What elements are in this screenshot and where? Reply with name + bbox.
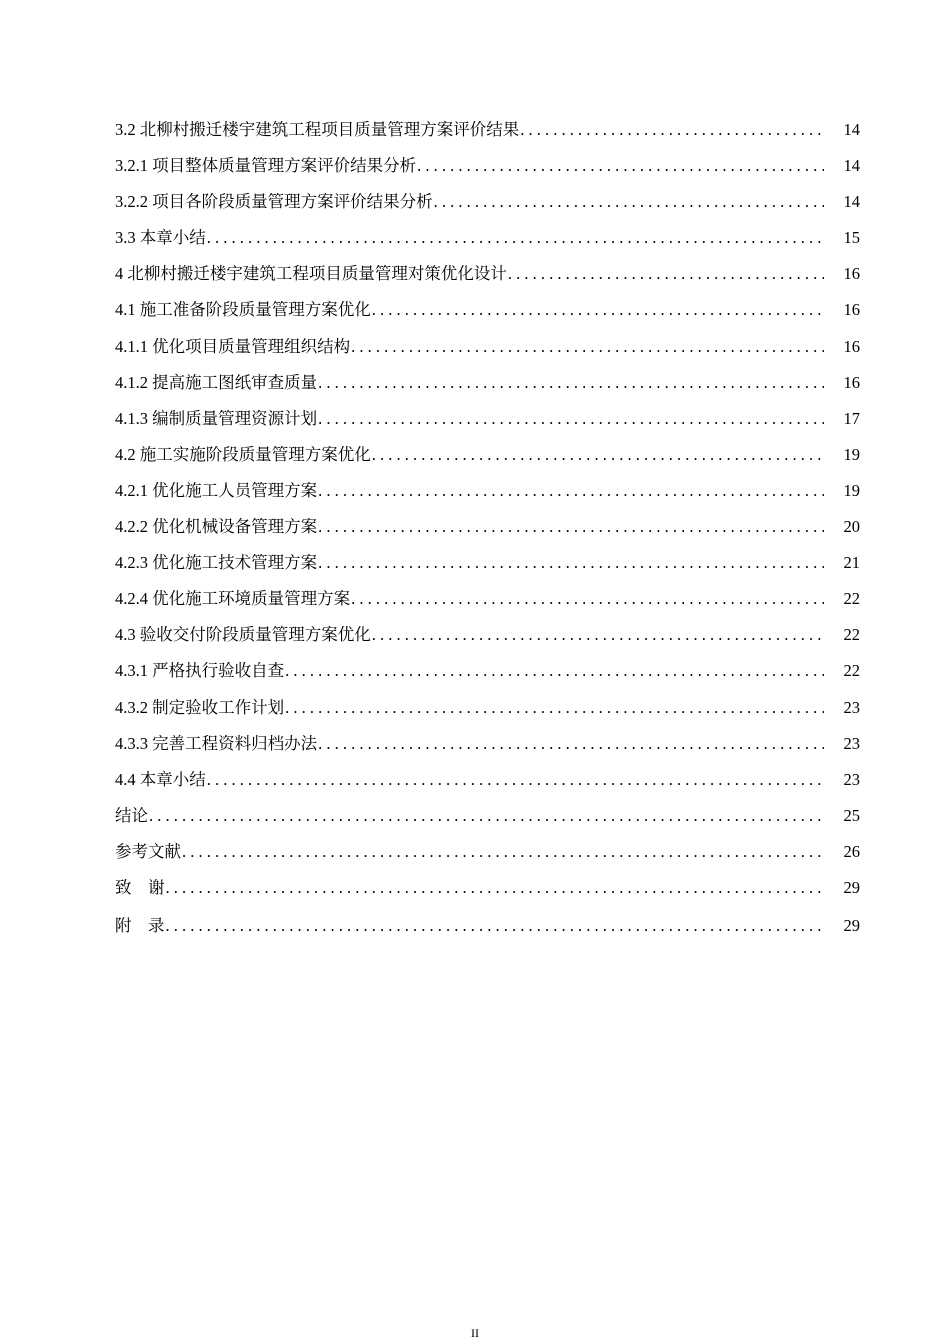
toc-leader-dots (417, 153, 824, 179)
toc-leader-dots (351, 586, 824, 612)
toc-leader-dots (166, 875, 825, 901)
toc-leader-dots (318, 514, 824, 540)
toc-entry-title: 4.2.4 优化施工环境质量管理方案 (115, 589, 351, 609)
toc-leader-dots (508, 261, 824, 287)
toc-entry[interactable] (115, 803, 860, 839)
toc-entry-page: 21 (843, 553, 860, 573)
toc-entry-page: 16 (843, 336, 860, 356)
toc-entry[interactable] (115, 478, 860, 514)
toc-entry-title: 3.3 本章小结 (115, 228, 206, 248)
toc-entry[interactable] (115, 406, 860, 442)
toc-entry-title: 4.3.2 制定验收工作计划 (115, 697, 285, 717)
toc-leader-dots (318, 550, 824, 576)
toc-entry-page: 26 (843, 841, 860, 861)
toc-entry[interactable] (115, 117, 860, 153)
toc-entry[interactable] (115, 442, 860, 478)
toc-entry[interactable] (115, 839, 860, 875)
toc-entry-page: 17 (843, 408, 860, 428)
toc-entry-title: 4.4 本章小结 (115, 769, 206, 789)
toc-entry-title: 3.2.1 项目整体质量管理方案评价结果分析 (115, 156, 417, 176)
toc-entry-page: 22 (843, 589, 860, 609)
toc-entry[interactable] (115, 913, 860, 949)
toc-entry-title: 4.3.1 严格执行验收自查 (115, 661, 285, 681)
toc-leader-dots (318, 731, 824, 757)
toc-entry-title: 4.1 施工准备阶段质量管理方案优化 (115, 300, 371, 320)
toc-leader-dots (318, 406, 824, 432)
toc-entry-title: 3.2.2 项目各阶段质量管理方案评价结果分析 (115, 192, 433, 212)
toc-entry[interactable] (115, 297, 860, 333)
toc-entry-title: 4.3.3 完善工程资料归档办法 (115, 733, 318, 753)
toc-entry[interactable] (115, 622, 860, 658)
toc-entry-page: 14 (843, 120, 860, 139)
toc-leader-dots (149, 803, 824, 829)
toc-entry[interactable] (115, 550, 860, 586)
toc-leader-dots (182, 839, 824, 865)
toc-entry-title: 4.3 验收交付阶段质量管理方案优化 (115, 625, 371, 645)
toc-entry[interactable] (115, 767, 860, 803)
toc-entry-page: 23 (843, 733, 860, 753)
toc-entry-page: 20 (843, 517, 860, 537)
toc-entry[interactable] (115, 514, 860, 550)
toc-entry-page: 29 (843, 877, 860, 897)
toc-entry-title: 附 录 (115, 916, 165, 936)
toc-entry-page: 25 (843, 805, 860, 825)
toc-leader-dots (351, 334, 824, 360)
toc-entry-title: 4.2.3 优化施工技术管理方案 (115, 553, 318, 573)
toc-entry-page: 23 (843, 697, 860, 717)
toc-entry-page: 23 (843, 769, 860, 789)
toc-entry-page: 22 (843, 661, 860, 681)
toc-leader-dots (372, 442, 824, 468)
toc-entry-title: 4.2.1 优化施工人员管理方案 (115, 480, 318, 500)
toc-entry-page: 14 (843, 192, 860, 212)
toc-entry-title: 结论 (115, 805, 148, 825)
toc-entry-page: 29 (843, 916, 860, 936)
toc-entry-page: 19 (843, 444, 860, 464)
toc-entry-page: 19 (843, 480, 860, 500)
toc-leader-dots (318, 370, 824, 396)
toc-leader-dots (318, 478, 824, 504)
toc-leader-dots (372, 297, 824, 323)
toc-entry-page: 16 (843, 372, 860, 392)
toc-entry[interactable] (115, 731, 860, 767)
toc-entry-title: 4.1.3 编制质量管理资源计划 (115, 408, 318, 428)
toc-entry[interactable] (115, 261, 860, 297)
toc-entry-title: 4.1.2 提高施工图纸审查质量 (115, 372, 318, 392)
toc-entry[interactable] (115, 586, 860, 622)
toc-leader-dots (207, 767, 824, 793)
table-of-contents (115, 117, 860, 949)
toc-entry-title: 4.1.1 优化项目质量管理组织结构 (115, 336, 351, 356)
page-number: II (471, 1326, 479, 1340)
toc-entry-title: 参考文献 (115, 841, 181, 861)
toc-entry[interactable] (115, 695, 860, 731)
toc-entry-title: 3.2 北柳村搬迁楼宇建筑工程项目质量管理方案评价结果 (115, 120, 520, 139)
toc-leader-dots (285, 658, 824, 684)
toc-leader-dots (520, 117, 824, 143)
toc-entry-title: 4.2 施工实施阶段质量管理方案优化 (115, 444, 371, 464)
toc-leader-dots (207, 225, 824, 251)
toc-entry-page: 22 (843, 625, 860, 645)
toc-entry-page: 14 (843, 156, 860, 176)
toc-entry[interactable] (115, 875, 860, 911)
toc-entry-page: 15 (843, 228, 860, 248)
toc-entry[interactable] (115, 334, 860, 370)
toc-entry-page: 16 (843, 300, 860, 320)
toc-leader-dots (372, 622, 824, 648)
toc-entry-page: 16 (843, 264, 860, 284)
toc-leader-dots (166, 913, 825, 939)
toc-entry[interactable] (115, 189, 860, 225)
toc-entry[interactable] (115, 370, 860, 406)
toc-entry-title: 4 北柳村搬迁楼宇建筑工程项目质量管理对策优化设计 (115, 264, 507, 284)
toc-entry[interactable] (115, 225, 860, 261)
toc-entry-title: 4.2.2 优化机械设备管理方案 (115, 517, 318, 537)
toc-entry[interactable] (115, 153, 860, 189)
toc-leader-dots (434, 189, 824, 215)
toc-entry-title: 致 谢 (115, 877, 165, 897)
toc-entry[interactable] (115, 658, 860, 694)
toc-leader-dots (285, 695, 824, 721)
